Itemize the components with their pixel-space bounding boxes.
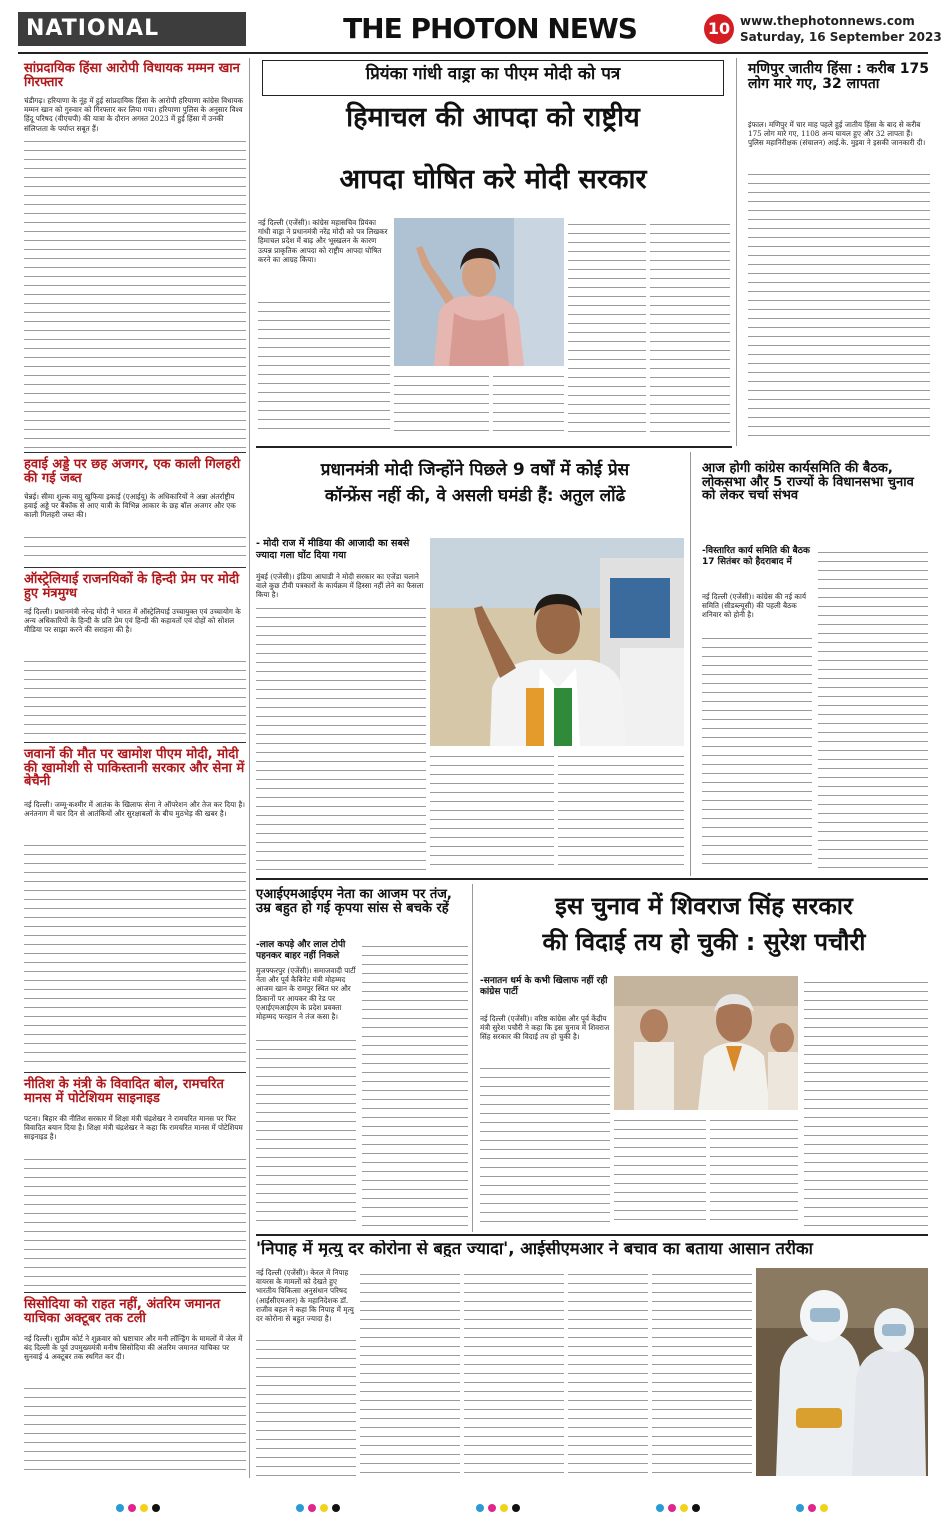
color-registration-bar (110, 1498, 830, 1508)
story2-headline[interactable]: हवाई अड्डे पर छह अजगर, एक काली गिलहरी की गई जब्त (24, 457, 241, 486)
story1-headline[interactable]: सांप्रदायिक हिंसा आरोपी विधायक मम्मन खान गिरफ्तार (24, 61, 240, 90)
story-divider (256, 1234, 928, 1236)
website[interactable]: www.thephotonnews.com (740, 14, 915, 28)
masthead-title: THE PHOTON NEWS (343, 12, 637, 45)
nipah-body-col4 (568, 1268, 648, 1476)
congress-body-col2 (818, 546, 928, 870)
londhe-headline-line2[interactable]: कॉन्फ्रेंस नहीं की, वे असली घमंडी हैं: अतुल लोंढे (324, 486, 626, 506)
top-story-headline-line1[interactable]: हिमाचल की आपदा को राष्ट्रीय (346, 102, 640, 133)
story-divider (24, 742, 246, 743)
aimim-headline[interactable]: एआईएमआईएम नेता का आजम पर तंज, उम्र बहुत हो गई कृपया सांस से बचके रहें (256, 887, 452, 916)
aimim-column-rule (472, 884, 473, 1232)
congress-column-rule (690, 452, 691, 876)
story4-intro: नई दिल्ली। जम्मू-कश्मीर में आतंक के खिलाफ सेना ने ऑपरेशन और तेज कर दिया है। अनंतनाग में चार दिन से आतंकियों और सुरक्षाबलों के बीच मुठभेड़ की खबर है। (24, 800, 245, 819)
londhe-subhead: - मोदी राज में मीडिया की आजादी का सबसे ज्यादा गला घोंट दिया गया (256, 538, 410, 561)
top-story-body-col1 (258, 296, 390, 431)
congress-headline[interactable]: आज होगी कांग्रेस कार्यसमिति की बैठक, लोकसभा और 5 राज्यों के विधानसभा चुनाव को लेकर चर्चा संभव (702, 461, 914, 504)
shivraj-body-col3 (710, 1114, 798, 1228)
story5-intro: पटना। बिहार की नीतिश सरकार में शिक्षा मंत्री चंद्रशेखर ने रामचरित मानस पर फिर विवादित बयान दिया है। शिक्षा मंत्री चंद्रशेखर ने कहा कि रामचरित मानस में पोटेशियम साइनाइड है। (24, 1114, 243, 1142)
section-label: NATIONAL (26, 16, 160, 41)
shivraj-body-col2 (614, 1114, 706, 1228)
londhe-body-col1 (256, 602, 426, 872)
nipah-body-col1 (256, 1334, 356, 1476)
story1-body (24, 135, 246, 450)
story6-headline[interactable]: सिसोदिया को राहत नहीं, अंतरिम जमानत याचिका अक्टूबर तक टली (24, 1297, 221, 1326)
left-column-rule (249, 58, 250, 1478)
shivraj-headline-line2[interactable]: की विदाई तय हो चुकी : सुरेश पचौरी (542, 928, 866, 956)
story2-intro: चेन्नई। सीमा शुल्क वायु खुफिया इकाई (एआईयू) के अधिकारियों ने अन्ना अंतर्राष्ट्रीय हवाई अड्डे पर बैंकॉक से आए यात्री के विभिन्न आकार के छह बॉल अजगर और एक काली गिलहरी जब्त की। (24, 492, 236, 520)
suresh-pachauri-photo (614, 976, 798, 1110)
nipah-body-col3 (464, 1268, 564, 1476)
manipur-body (748, 168, 930, 440)
top-story-body-col5 (650, 218, 730, 434)
page-number-badge (704, 14, 734, 44)
shivraj-headline-line1[interactable]: इस चुनाव में शिवराज सिंह सरकार (555, 892, 853, 920)
top-story-intro: नई दिल्ली (एजेंसी)। कांग्रेस महासचिव प्रियंका गांधी वाड्रा ने प्रधानमंत्री नरेंद्र मोदी को पत्र लिखकर हिमाचल प्रदेश में बाढ़ और भूस्खलन के कारण उत्पन्न प्राकृतिक आपदा को राष्ट्रीय आपदा घोषित करने का आग्रह किया। (258, 218, 388, 264)
nipah-body-col2 (360, 1268, 460, 1476)
manipur-intro: इंफाल। मणिपुर में चार माह पहले हुई जातीय हिंसा के बाद से करीब 175 लोग मारे गए, 1108 अन्य घायल हुए और 32 लापता हैं। पुलिस महानिरीक्षक (संचालन) आई.के. मुइवा ने इसकी जानकारी दी। (748, 120, 926, 148)
manipur-headline[interactable]: मणिपुर जातीय हिंसा : करीब 175 लोग मारे गए, 32 लापता (748, 61, 929, 92)
right-column-rule (736, 58, 737, 446)
story-divider (256, 878, 928, 880)
londhe-headline-line1[interactable]: प्रधानमंत्री मोदी जिन्होंने पिछले 9 वर्षों में कोई प्रेस (320, 460, 630, 480)
top-story-body-col3 (493, 370, 564, 434)
top-story-body-col4 (568, 218, 646, 434)
congress-intro: नई दिल्ली (एजेंसी)। कांग्रेस की नई कार्य समिति (सीडब्ल्यूसी) की पहली बैठक शनिवार को होनी है। (702, 592, 806, 620)
congress-subhead: -विस्तारित कार्य समिति की बैठक 17 सितंबर को हैदराबाद में (702, 546, 810, 568)
londhe-body-col2 (430, 750, 554, 872)
story-divider (24, 1072, 246, 1073)
story-divider (256, 446, 732, 448)
aimim-body-col2 (362, 940, 468, 1228)
top-story-headline-line2[interactable]: आपदा घोषित करे मोदी सरकार (339, 164, 647, 195)
shivraj-intro: नई दिल्ली (एजेंसी)। वरिष्ठ कांग्रेस और पूर्व केंद्रीय मंत्री सुरेश पचौरी ने कहा कि इस चुनाव में शिवराज सिंह सरकार की विदाई तय हो चुकी है। (480, 1014, 610, 1042)
story-divider (24, 1292, 246, 1293)
section-bar (18, 12, 246, 46)
masthead-rule (18, 52, 928, 54)
aimim-subhead: -लाल कपड़े और लाल टोपी पहनकर बाहर नहीं निकले (256, 940, 346, 962)
story4-body (24, 839, 246, 1069)
story6-body (24, 1382, 246, 1476)
nipah-ppe-photo (756, 1268, 928, 1476)
londhe-intro: मुंबई (एजेंसी)। इंडिया आघाडी ने मोदी सरकार का एजेंडा चलाने वाले कुछ टीवी पत्रकारों के कार्यक्रम में हिस्सा नहीं लेने का फैसला किया है। (256, 572, 424, 600)
story5-headline[interactable]: नीतिश के मंत्री के विवादित बोल, रामचरित मानस में पोटेशियम साइनाइड (24, 1077, 224, 1106)
story-divider (24, 567, 246, 568)
nipah-intro: नई दिल्ली (एजेंसी)। केरल में निपाह वायरस के मामलों को देखते हुए भारतीय चिकित्सा अनुसंधान परिषद (आईसीएमआर) के महानिदेशक डॉ. राजीव बहल ने कहा कि निपाह में मृत्यु दर कोरोना से बहुत ज्यादा है। (256, 1268, 354, 1324)
story3-intro: नई दिल्ली। प्रधानमंत्री नरेन्द्र मोदी ने भारत में ऑस्ट्रेलियाई उच्चायुक्त एवं उच्चायोग के अन्य अधिकारियों के हिन्दी के प्रति प्रेम एवं हिन्दी की कहावतों एवं दोहों को सोशल मीडिया पर साझा करने की सराहना की है। (24, 607, 241, 635)
story5-body (24, 1153, 246, 1288)
date-line: Saturday, 16 September 2023 (740, 30, 942, 44)
story-divider (24, 452, 246, 453)
aimim-intro: मुजफ्फरपुर (एजेंसी)। समाजवादी पार्टी नेता और पूर्व कैबिनेट मंत्री मोहम्मद आजम खान के रामपुर स्थित घर और ठिकानों पर आयकर की रेड पर एआईएमआईएम के प्रदेश प्रवक्ता मोहम्मद फरहान ने तंज कसा है। (256, 966, 356, 1022)
shivraj-body-col1 (480, 1062, 610, 1228)
story3-body (24, 655, 246, 738)
story2-body (24, 531, 246, 564)
londhe-body-col3 (558, 750, 684, 872)
story1-intro: चंडीगढ़। हरियाणा के नूंह में हुई सांप्रदायिक हिंसा के आरोपी हरियाणा कांग्रेस विधायक मम्मन खान को गुरुवार को गिरफ्तार कर लिया गया। हरियाणा पुलिस के अनुसार विश्व हिंदू परिषद (वीएचपी) की यात्रा के दौरान अगस्त 2023 में हुई हिंसा में उनकी संलिप्तता के पर्याप्त सबूत हैं। (24, 96, 244, 133)
story6-intro: नई दिल्ली। सुप्रीम कोर्ट ने शुक्रवार को भ्रष्टाचार और मनी लॉन्ड्रिंग के मामलों में जेल में बंद दिल्ली के पूर्व उपमुख्यमंत्री मनीष सिसोदिया की अंतरिम जमानत याचिका पर सुनवाई 4 अक्टूबर तक स्थगित कर दी। (24, 1334, 243, 1362)
shivraj-subhead: -सनातन धर्म के कभी खिलाफ नहीं रही कांग्रेस पार्टी (480, 976, 608, 998)
priyanka-gandhi-photo (394, 218, 564, 366)
story3-headline[interactable]: ऑस्ट्रेलियाई राजनयिकों के हिन्दी प्रेम पर मोदी हुए मंत्रमुग्ध (24, 572, 240, 601)
top-story-kicker: प्रियंका गांधी वाड्रा का पीएम मोदी को पत्र (365, 64, 621, 84)
top-story-body-col2 (394, 370, 489, 434)
nipah-headline[interactable]: 'निपाह में मृत्यु दर कोरोना से बहुत ज्यादा', आईसीएमआर ने बचाव का बताया आसान तरीका (256, 1240, 813, 1258)
story4-headline[interactable]: जवानों की मौत पर खामोश पीएम मोदी, मोदी की खामोशी से पाकिस्तानी सरकार और सेना में बेचैनी (24, 747, 245, 790)
nipah-body-col5 (652, 1268, 752, 1476)
shivraj-body-col4 (804, 976, 928, 1228)
congress-body-col1 (702, 632, 812, 870)
atul-londhe-photo (430, 538, 684, 746)
page-number: 10 (707, 19, 731, 38)
aimim-body-col1 (256, 1034, 356, 1228)
